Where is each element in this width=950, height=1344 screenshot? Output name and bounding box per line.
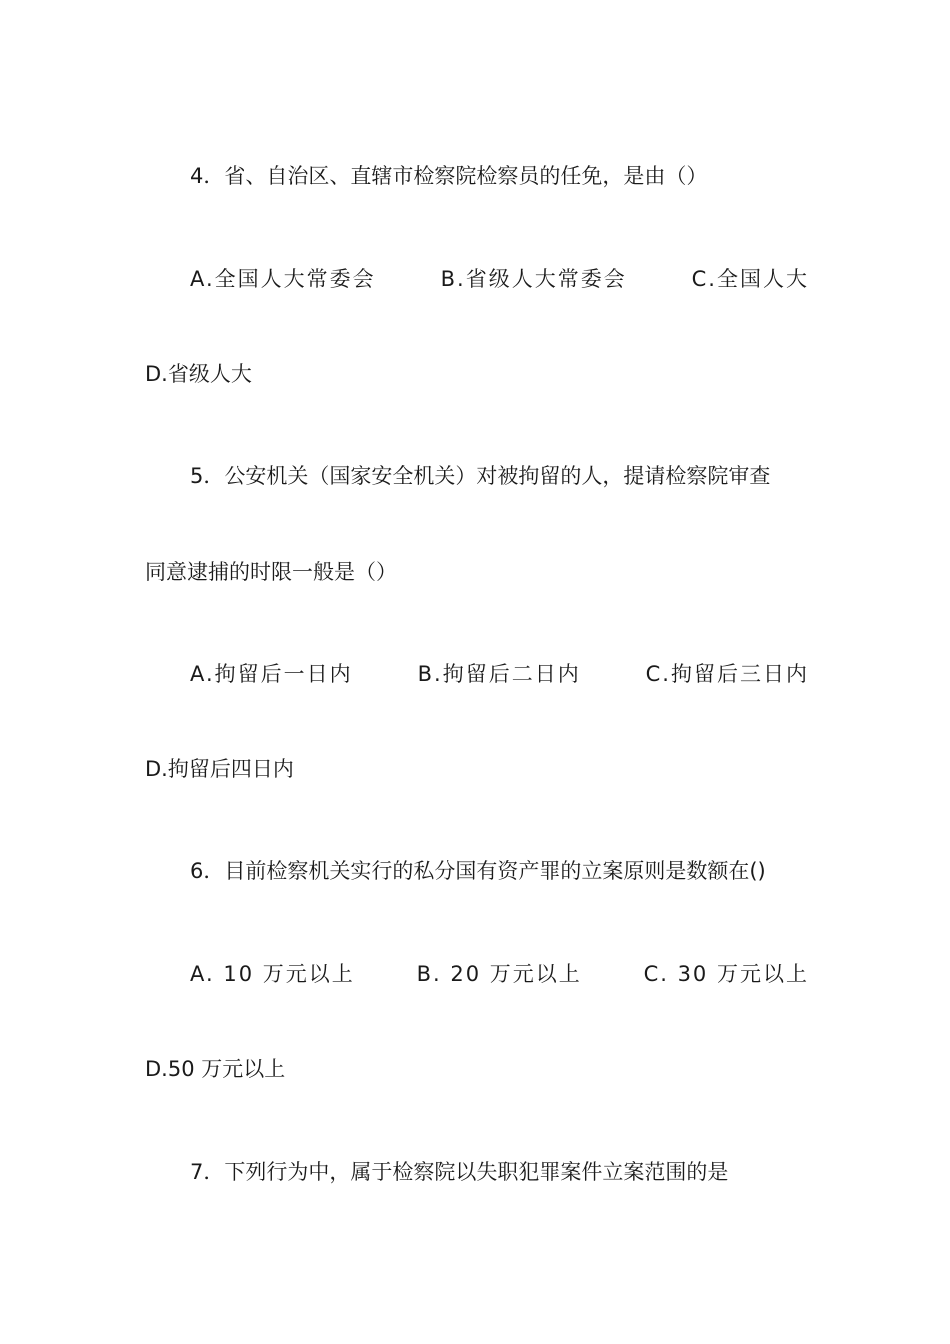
- question-4-option-c: C.全国人大: [691, 267, 809, 291]
- question-6-options: [190, 959, 807, 989]
- question-5-option-c: C.拘留后三日内: [645, 662, 809, 686]
- question-4-option-d: D.省级人大: [145, 362, 252, 386]
- question-6-stem: 6．目前检察机关实行的私分国有资产罪的立案原则是数额在(): [190, 859, 766, 883]
- question-4-stem: 4．省、自治区、直辖市检察院检察员的任免，是由（）: [190, 164, 708, 188]
- question-5-option-b: B.拘留后二日内: [417, 662, 581, 686]
- question-4-option-b: B.省级人大常委会: [440, 267, 627, 291]
- question-6-option-b: B. 20 万元以上: [416, 962, 582, 986]
- question-4-option-a: A.全国人大常委会: [190, 267, 376, 291]
- question-5-stem-line-2: 同意逮捕的时限一般是（）: [145, 560, 397, 584]
- question-7-stem: 7．下列行为中，属于检察院以失职犯罪案件立案范围的是: [190, 1160, 729, 1184]
- question-5-option-a: A.拘留后一日内: [190, 662, 353, 686]
- question-6-option-d: D.50 万元以上: [145, 1057, 286, 1081]
- question-6-option-c: C. 30 万元以上: [643, 962, 809, 986]
- question-5-options: [190, 659, 807, 689]
- question-6-option-a: A. 10 万元以上: [190, 962, 355, 986]
- question-5-option-d: D.拘留后四日内: [145, 757, 294, 781]
- question-4-options: [190, 264, 807, 294]
- question-5-stem-line-1: 5．公安机关（国家安全机关）对被拘留的人，提请检察院审查: [190, 464, 771, 488]
